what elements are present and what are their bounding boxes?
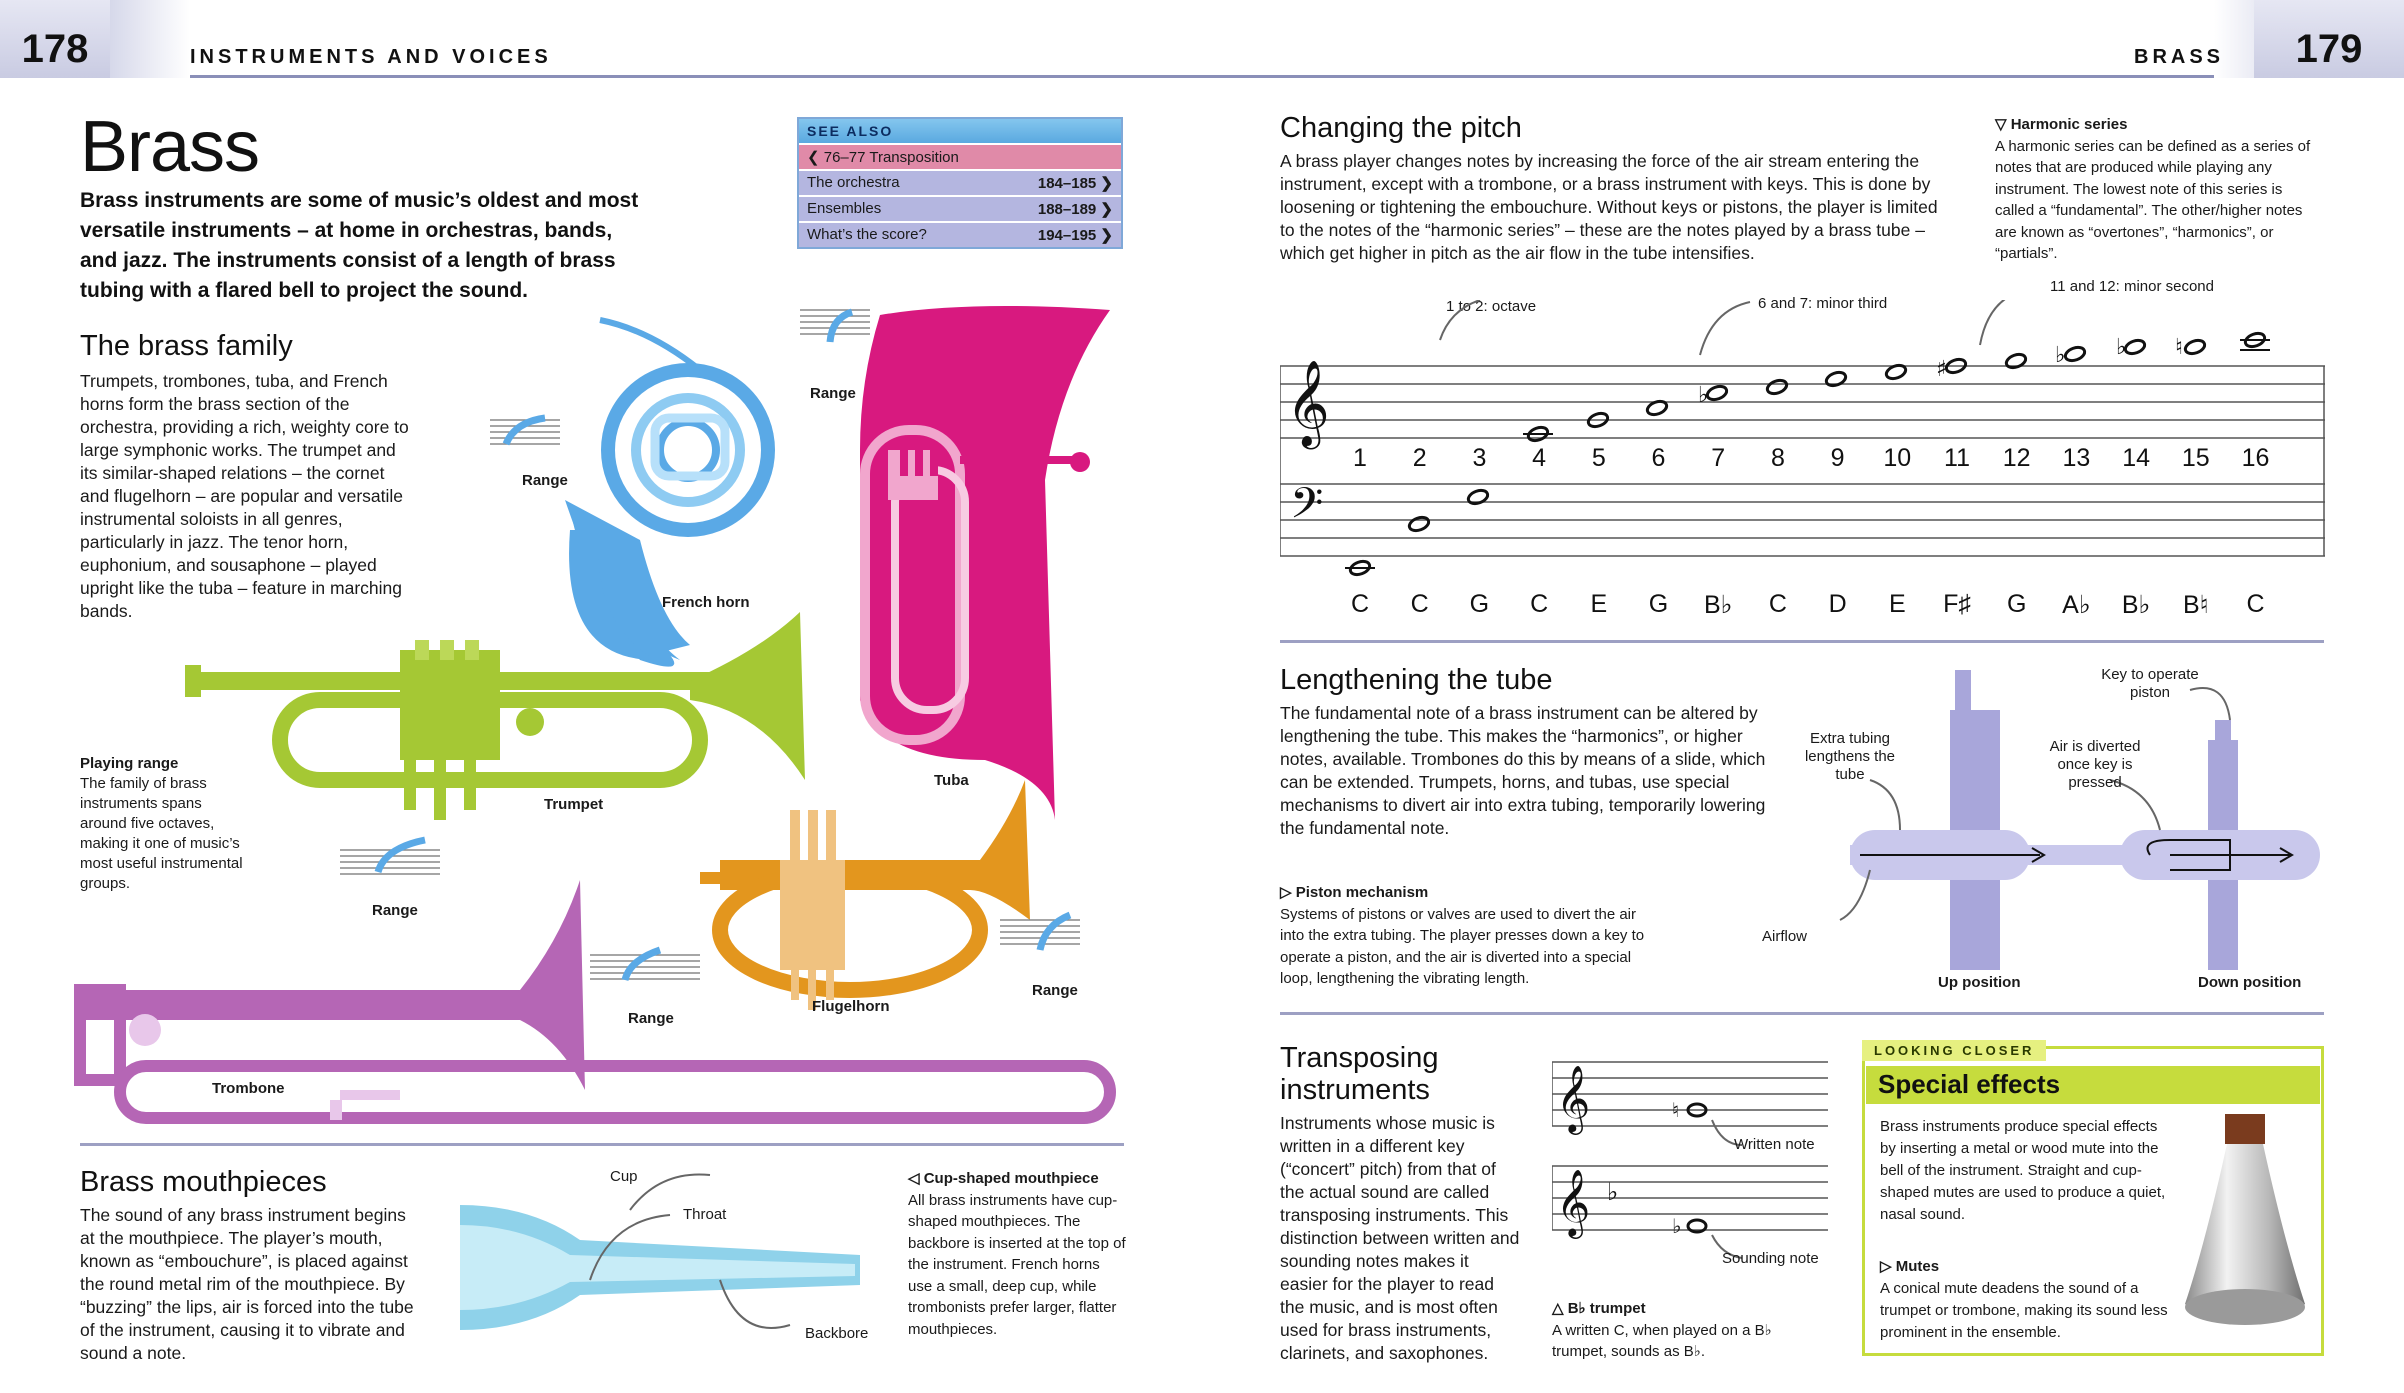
mouthpiece-illustration: [460, 1170, 880, 1350]
harmonic-number: 6: [1651, 444, 1666, 472]
svg-text:♮: ♮: [2175, 335, 2183, 360]
harmonic-note-name: G: [1469, 590, 1490, 618]
harmonic-number: 2: [1412, 444, 1427, 472]
harmonic-caption-text: A harmonic series can be defined as a series of notes that are produced while playing any instrument. The lowest note of this series is called a “fundamental”. The other/higher notes are known as “overtones”, “harmonics”, or “partials”.: [1995, 137, 2311, 262]
pitch-text: A brass player changes notes by increasing the force of the air stream entering the instrument, except with a trombone, or a brass instrument with keys. This is done by loosening or tightening the embouchure. Without keys or pistons, the player is limited to the notes of the “harmonic series” – these are the notes played by a brass tube – which get higher in pitch as the air flow in the tube intensifies.: [1280, 151, 1938, 263]
svg-text:♭: ♭: [1607, 1178, 1619, 1206]
mutes-text: A conical mute deadens the sound of a trumpet or trombone, making its sound less prominent in the ensemble.: [1880, 1280, 2168, 1341]
throat-label: Throat: [683, 1206, 727, 1223]
minor-third-annotation: 6 and 7: minor third: [1758, 295, 1888, 312]
playing-range-text: The family of brass instruments spans around five octaves, making it one of music’s most useful instrumental groups.: [80, 775, 243, 892]
harmonic-note-name: C: [1530, 590, 1549, 618]
french-horn-illustration: [565, 320, 768, 667]
svg-text:♮: ♮: [1672, 1098, 1680, 1122]
harmonic-number: 3: [1472, 444, 1487, 472]
harmonic-number: 8: [1770, 444, 1785, 472]
harmonic-caption-title: ▽ Harmonic series: [1995, 116, 2128, 133]
range-label: Range: [1032, 982, 1078, 999]
harmonic-note-name: F♯: [1943, 590, 1971, 618]
harmonic-number: 5: [1591, 444, 1606, 472]
bb-trumpet-title: △ B♭ trumpet: [1552, 1300, 1646, 1317]
bb-trumpet-caption: [1552, 1298, 1812, 1363]
transposing-heading: Transposing instruments: [1280, 1042, 1439, 1106]
see-also-heading: SEE ALSO: [799, 119, 1121, 143]
transposing-staves: [1552, 1040, 1832, 1280]
tube-text: The fundamental note of a brass instrument can be altered by lengthening the tube. This makes the “harmonics”, or higher notes, available. Trombones do this by means of a slide, which can be extended. Trumpets, horns, and tubas, use special mechanisms to divert air into extra tubing, temporarily lowering the fundamental note.: [1280, 703, 1766, 838]
mute-illustration: [2175, 1104, 2315, 1344]
harmonic-note-name: G: [1648, 590, 1669, 618]
harmonic-number: 14: [2122, 444, 2150, 472]
octave-annotation: 1 to 2: octave: [1446, 298, 1537, 315]
harmonic-note-name: C: [1768, 590, 1787, 618]
extra-tubing-label: Extra tubing lengthens the tube: [1804, 730, 1896, 783]
right-page-number: 179: [2254, 0, 2404, 78]
harmonic-number: 7: [1711, 444, 1726, 472]
piston-diagram: [1760, 660, 2340, 990]
svg-text:♭: ♭: [2055, 343, 2066, 368]
harmonic-number: 15: [2181, 444, 2210, 472]
bass-clef-icon: 𝄢: [1290, 479, 1324, 539]
see-also-item[interactable]: [799, 169, 1121, 195]
french-horn-label: French horn: [662, 594, 750, 611]
harmonic-note-name: D: [1828, 590, 1847, 618]
treble-clef-icon: 𝄞: [1556, 1168, 1591, 1236]
see-also-pages: 194–195 ❯: [1037, 227, 1113, 244]
piston-up-position: [1840, 670, 2130, 970]
see-also-item[interactable]: [799, 143, 1121, 169]
mouthpieces-heading: Brass mouthpieces: [80, 1166, 327, 1198]
harmonic-number: 9: [1830, 444, 1845, 472]
sounding-note-label: Sounding note: [1722, 1250, 1819, 1267]
cup-label: Cup: [610, 1168, 638, 1185]
playing-range-title: Playing range: [80, 755, 179, 772]
harmonic-note-name: B♮: [2182, 591, 2209, 619]
harmonic-number: 16: [2241, 444, 2270, 472]
brass-family-heading: The brass family: [80, 330, 293, 362]
range-label: Range: [372, 902, 418, 919]
see-also-label: The orchestra: [807, 174, 900, 191]
see-also-pages: 188–189 ❯: [1037, 201, 1113, 218]
flugelhorn-illustration: [700, 780, 1030, 1010]
svg-text:♭: ♭: [1698, 383, 1709, 408]
cup-caption-text: All brass instruments have cup-shaped mouthpieces. The backbore is inserted at the top of the instrument. French horns use a small, deep cup, while trombonists prefer larger, flatter mouthpieces.: [908, 1191, 1126, 1338]
svg-text:♯: ♯: [1936, 357, 1947, 382]
transposing-text: Instruments whose music is written in a different key (“concert” pitch) from that of the actual sound are called transposing instruments. This distinction between written and sounding notes makes it easier for the player to read the music, and is most often used for brass instruments, clarinets, and saxophones.: [1280, 1113, 1520, 1363]
harmonic-number: 13: [2062, 444, 2091, 472]
treble-clef-icon: 𝄞: [1286, 360, 1330, 446]
svg-text:♭: ♭: [1672, 1214, 1682, 1238]
left-page-number: 178: [0, 0, 110, 78]
mutes-caption: [1880, 1256, 2170, 1344]
harmonic-number: 10: [1883, 444, 1912, 472]
pitch-heading: Changing the pitch: [1280, 112, 1522, 144]
intro-text: Brass instruments are some of music’s oldest and most versatile instruments – at home in orchestras, bands, and jazz. The instruments consist of a length of brass tubing with a flared bell to project the sound.: [80, 189, 639, 302]
harmonic-number: 1: [1353, 444, 1367, 472]
trumpet-label: Trumpet: [544, 796, 604, 813]
range-label: Range: [522, 472, 568, 489]
mutes-title: ▷ Mutes: [1880, 1258, 1940, 1275]
see-also-box: [797, 117, 1123, 249]
brass-family-text: Trumpets, trombones, tuba, and French horns form the brass section of the orchestra, providing a rich, weighty core to large symphonic works. The trumpet and its similar-shaped relations – the cornet and flugelhorn – are popular and versatile instrumental soloists in all genres, particularly in jazz. The tenor horn, euphonium, and sousaphone – played upright like the tuba – feature in marching bands.: [80, 371, 409, 621]
range-label: Range: [628, 1010, 674, 1027]
section-divider: [1280, 640, 2324, 643]
piston-caption-title: ▷ Piston mechanism: [1280, 884, 1429, 901]
trumpet-illustration: [185, 612, 805, 820]
harmonic-number: 12: [2002, 444, 2031, 472]
cup-caption-title: ◁ Cup-shaped mouthpiece: [908, 1170, 1099, 1187]
key-label: Key to operate piston: [2101, 666, 2199, 701]
tube-heading: Lengthening the tube: [1280, 664, 1553, 696]
trombone-label: Trombone: [212, 1080, 285, 1097]
down-position-label: Down position: [2198, 974, 2302, 991]
range-label: Range: [810, 385, 856, 402]
harmonic-note-name: G: [2006, 590, 2027, 618]
harmonic-note-name: B♭: [2121, 591, 2151, 619]
svg-text:♭: ♭: [2116, 335, 2127, 360]
see-also-label: ❮ 76–77 Transposition: [807, 149, 959, 166]
see-also-pages: 184–185 ❯: [1037, 175, 1113, 192]
airflow-label: Airflow: [1762, 928, 1808, 945]
harmonic-note-name: E: [1590, 590, 1608, 618]
bb-trumpet-text: A written C, when played on a B♭ trumpet, sounds as B♭.: [1552, 1321, 1772, 1360]
harmonic-caption: [1995, 114, 2325, 265]
diverted-label: Air is diverted once key is pressed: [2049, 738, 2141, 791]
section-divider: [1280, 1012, 2324, 1015]
harmonic-note-name: C: [1410, 590, 1429, 618]
up-position-label: Up position: [1938, 974, 2021, 991]
backbore-label: Backbore: [805, 1325, 869, 1342]
looking-closer-tab: LOOKING CLOSER: [1862, 1040, 2046, 1061]
minor-second-annotation: 11 and 12: minor second: [2050, 278, 2214, 295]
page-header: [0, 0, 2404, 78]
page-title: Brass: [80, 107, 260, 187]
see-also-item[interactable]: [799, 221, 1121, 247]
harmonic-number: 4: [1532, 444, 1547, 472]
cup-caption: [908, 1168, 1126, 1340]
piston-down-position: [2110, 688, 2320, 970]
treble-clef-icon: 𝄞: [1556, 1064, 1591, 1132]
see-also-label: What’s the score?: [807, 226, 927, 243]
harmonic-note-name: C: [2246, 590, 2265, 618]
piston-caption-text: Systems of pistons or valves are used to divert the air into the extra tubing. The player presses down a key to operate a piston, and the air is diverted into a special loop, lengthening the vibrating length.: [1280, 905, 1645, 987]
harmonic-note-name: A♭: [2062, 591, 2091, 619]
piston-caption: [1280, 882, 1660, 990]
flugelhorn-label: Flugelhorn: [812, 998, 890, 1015]
section-divider: [80, 1143, 1124, 1146]
tuba-label: Tuba: [934, 772, 969, 789]
harmonic-note-name: C: [1350, 590, 1370, 618]
header-gradient-left: [110, 0, 190, 78]
see-also-item[interactable]: [799, 195, 1121, 221]
brass-instruments-illustration: [0, 300, 1140, 1130]
mouthpieces-text: The sound of any brass instrument begins at the mouthpiece. The player’s mouth, known as “embouchure”, is placed against the round metal rim of the mouthpiece. By “buzzing” the lips, air is forced into the tube of the instrument, causing it to vibrate and sound a note.: [80, 1205, 414, 1363]
right-running-title: BRASS: [2134, 46, 2225, 68]
harmonic-number: 11: [1944, 444, 1970, 472]
special-effects-title: Special effects: [1866, 1066, 2320, 1104]
left-running-title: INSTRUMENTS AND VOICES: [190, 46, 552, 68]
written-note-label: Written note: [1734, 1136, 1815, 1153]
harmonic-note-name: B♭: [1703, 591, 1733, 619]
see-also-label: Ensembles: [807, 200, 882, 217]
tuba-illustration: [860, 306, 1110, 820]
harmonic-note-name: E: [1888, 590, 1906, 618]
special-effects-text: Brass instruments produce special effects by inserting a metal or wood mute into the bell of the instrument. Straight and cup-shaped mutes are used to produce a quiet, nasal sound.: [1880, 1118, 2166, 1223]
